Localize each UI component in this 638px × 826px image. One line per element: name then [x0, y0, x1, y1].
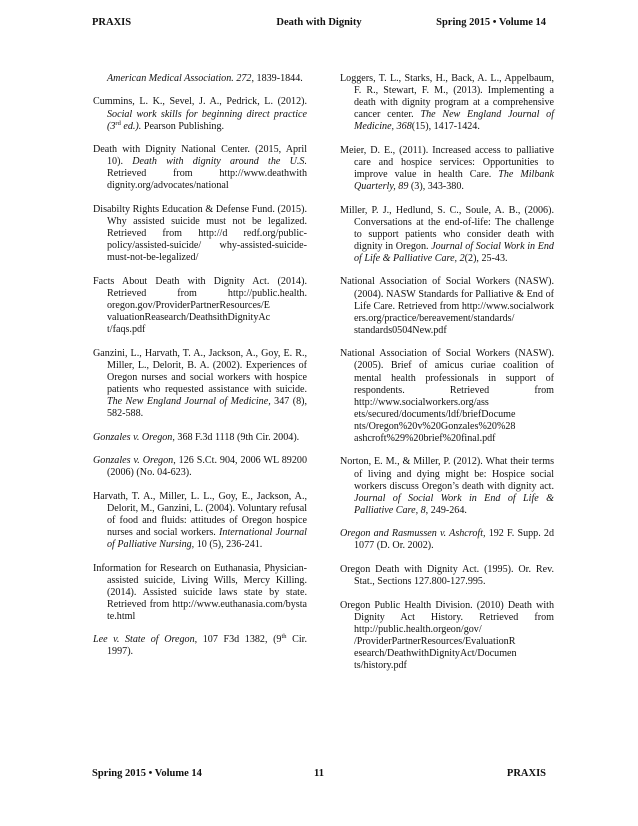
reference-text: Cir. 1997). [107, 634, 307, 658]
reference-text: 347 (8), 582-588. [107, 396, 308, 420]
italic-text: International Journal of Palliative Nursing, [107, 526, 307, 551]
reference-miller [340, 205, 554, 265]
italic-text: Journal of Social Work in End of Life & Palliative Care, 2 [354, 240, 554, 264]
italic-text: The Milbank Quarterly, 89 [354, 169, 554, 193]
italic-text: Death with dignity around the U.S. [132, 156, 307, 168]
reference-text: Oregon Public Health Division. (2010) Death with Dignity Act History. Retrieved from http://public.health.orgeon/gov/ /ProviderPartnerResources/EvaluationR esearch/DeathwithDignityAct/Documen ts/history.pdf [340, 599, 554, 671]
reference-text: , 249-264. [425, 504, 467, 516]
reference-ganzini [93, 348, 307, 421]
reference-text: , 368 F.3d 1118 (9th Cir. 2004). [172, 431, 300, 443]
reference-text: National Association of Social Workers (NASW). (2004). NASW Standards for Palliative & End of Life Care. Retrieved from http://www.socialwork ers.org/practice/bereavement/standards/ standards0504New.pdf [340, 276, 554, 336]
reference-dwd-national [93, 144, 307, 192]
italic-text: Lee v. State of Oregon [93, 634, 195, 646]
reference-text: Meier, D. E., (2011). Increased access to palliative care and hospice services: Opportunities to improve value in health Care. [340, 144, 554, 181]
reference-loggers [340, 73, 554, 133]
reference-harvath [93, 491, 307, 551]
italic-text: The New England Journal of Medicine, [107, 396, 271, 408]
reference-gonzales-2 [93, 455, 307, 479]
italic-text: Oregon and Rasmussen v. Ashcroft, [340, 528, 486, 540]
superscript: th [281, 633, 287, 641]
header-issue: Spring 2015 • Volume 14 [436, 17, 546, 28]
reference-text: Retrieved from http://www.deathwith dignity.org/advocates/national [107, 168, 307, 192]
reference-euthanasia [93, 563, 307, 623]
running-footer [92, 768, 546, 782]
references-left-column [93, 73, 307, 670]
italic-text: Journal of Social Work in End of Life & Palliative Care, 8 [354, 492, 554, 516]
reference-text: , 126 S.Ct. 904, 2006 WL 89200 (2006) (No. 04-623). [107, 455, 307, 479]
reference-text: (2), 25-43. [464, 253, 508, 264]
reference-oregon-phd [340, 600, 554, 673]
reference-text: Disabilty Rights Education & Defense Fund. (2015). Why assisted suicide must not be legalized. Retrieved from http://d redf.org/public-policy/assisted-suicide/ why-assisted-suicide-must-not-be-legalized/ [93, 203, 307, 264]
header-article-title: Death with Dignity [276, 17, 362, 28]
reference-text: Norton, E. M., & Miller, P. (2012). What their terms of living and dying might be: Hospice social workers discuss Oregon’s death with dignity act. [340, 456, 554, 492]
reference-gonzales-1 [93, 432, 307, 444]
reference-text: 192 F. Supp. 2d 1077 (D. Or. 2002). [354, 528, 555, 552]
reference-lee [93, 634, 307, 658]
reference-text: 10 (5), 236-241. [194, 539, 263, 551]
reference-dredf [93, 204, 307, 264]
reference-ama-cont [93, 73, 307, 85]
reference-text: Facts About Death with Dignity Act. (2014). Retrieved from http://public.health. oregon.gov/ProviderPartnerResources/E valuationReasearch/DeathsithDignityAc t/faqs.pdf [93, 275, 307, 336]
reference-nasw-2005 [340, 348, 554, 445]
italic-text: American Medical Association. 272 [107, 73, 252, 84]
italic-text: ed.). [120, 120, 142, 132]
reference-text: Information for Research on Euthanasia, Physician-assisted suicide, Living Wills, Mercy Killing. (2014). Assisted suicide laws state by state. Retrieved from http://www.euthanasia.com/bysta te.html [93, 562, 307, 622]
reference-norton [340, 456, 554, 516]
reference-facts-dwd [93, 276, 307, 336]
page-number: 11 [314, 768, 324, 779]
reference-text: Cummins, L. K., Sevel, J. A., Pedrick, L. (2012). [93, 96, 307, 108]
reference-text: Ganzini, L., Harvath, T. A., Jackson, A., Goy, E. R., Miller, L., Delorit, B. A. (2002). Experiences of Oregon nurses and social workers with hospice patients who requested assistance with suicide. [93, 347, 307, 395]
reference-text: Loggers, T. L., Starks, H., Back, A. L., Appelbaum, F. R., Stewart, F. M., (2013). Implementing a death with dignity program at a comprehensive cancer center. [340, 73, 554, 121]
reference-oregon-ashcroft [340, 528, 554, 552]
reference-meier [340, 145, 554, 193]
reference-text: Harvath, T. A., Miller, L. L., Goy, E., Jackson, A., Delorit, M., Ganzini, L. (2004). Voluntary refusal of food and fluids: attitudes of Oregon hospice nurses and social workers. [93, 490, 307, 538]
reference-text: (3), 343-380. [408, 181, 464, 193]
reference-text: Pearson Publishing. [141, 120, 225, 132]
header-journal-name: PRAXIS [92, 17, 132, 28]
reference-text: Oregon Death with Dignity Act. (1995). Or. Rev. Stat., Sections 127.800-127.995. [340, 563, 554, 588]
reference-text: Miller, P. J., Hedlund, S. C., Soule, A. B., (2006). Conversations at the end-of-life: The challenge to support patients who consider death with dignity in Oregon. [340, 204, 554, 252]
italic-text: Social work skills for beginning direct practice (3 [107, 108, 307, 132]
superscript: rd [115, 119, 121, 127]
reference-text: , 1839-1844. [251, 73, 303, 84]
reference-text: National Association of Social Workers (NASW). (2005). Brief of amicus curiae coalition of mental health professionals in support of respondents. Retrieved from http://www.socialworkers.org/ass ets/secured/documents/ldf/briefDocume nts/Oregon%20v%20Gonzales%20%28 ashcroft%29%20brief%20final.pdf [340, 348, 554, 444]
reference-oregon-dwd [340, 564, 554, 588]
reference-text: , 107 F3d 1382, (9 [194, 634, 282, 646]
italic-text: Gonzales v. Oregon [93, 455, 174, 467]
running-header [92, 17, 546, 31]
italic-text: Gonzales v. Oregon [93, 431, 173, 443]
reference-text: Death with Dignity National Center. (2015, April 10). [93, 144, 307, 168]
reference-text: (15), 1417-1424. [411, 121, 480, 133]
italic-text: The New England Journal of Medicine, 368 [354, 109, 554, 133]
reference-cummins [93, 96, 307, 132]
footer-journal-name: PRAXIS [506, 768, 546, 779]
reference-nasw-2004 [340, 276, 554, 336]
references-right-column [340, 73, 554, 683]
footer-issue: Spring 2015 • Volume 14 [92, 768, 202, 779]
